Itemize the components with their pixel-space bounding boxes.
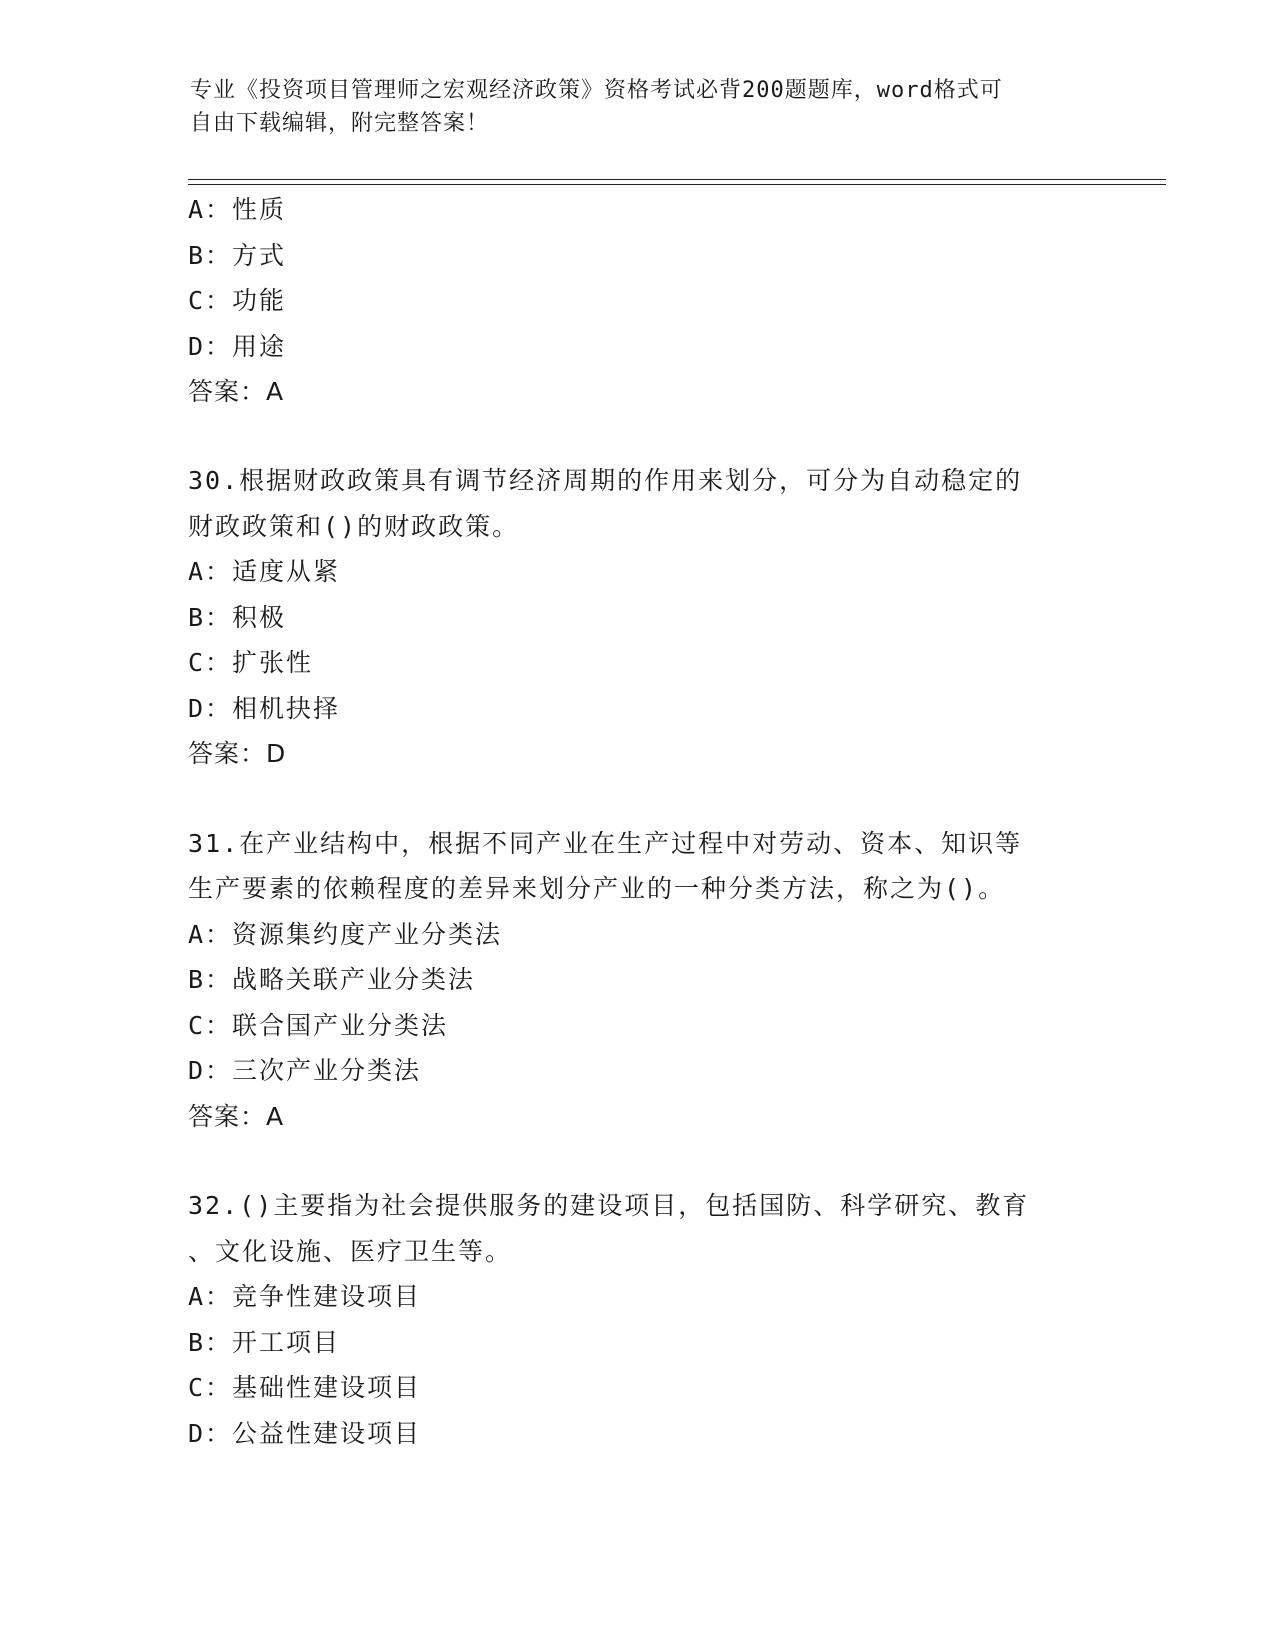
option-b: B：方式 <box>188 241 287 270</box>
question-32-line-1: 32.()主要指为社会提供服务的建设项目，包括国防、科学研究、教育 <box>188 1191 1030 1220</box>
question-31-line-1: 31.在产业结构中，根据不同产业在生产过程中对劳动、资本、知识等 <box>188 829 1023 858</box>
question-30-line-2: 财政政策和()的财政政策。 <box>188 512 520 541</box>
header-line-1: 专业《投资项目管理师之宏观经济政策》资格考试必背200题题库，word格式可 <box>190 78 1003 103</box>
q31-answer: 答案：A <box>188 1102 285 1131</box>
q30-option-d: D：相机抉择 <box>188 694 341 723</box>
question-31-line-2: 生产要素的依赖程度的差异来划分产业的一种分类方法，称之为()。 <box>188 874 1006 903</box>
question-32-line-2: 、文化设施、医疗卫生等。 <box>188 1237 513 1266</box>
option-a: A：性质 <box>188 195 287 224</box>
q32-option-a: A：竞争性建设项目 <box>188 1282 422 1311</box>
q32-option-c: C：基础性建设项目 <box>188 1373 422 1402</box>
question-30-line-1: 30.根据财政政策具有调节经济周期的作用来划分，可分为自动稳定的 <box>188 466 1023 495</box>
q31-option-c: C：联合国产业分类法 <box>188 1011 449 1040</box>
q31-option-b: B：战略关联产业分类法 <box>188 965 476 994</box>
header-divider-bottom <box>188 184 1166 185</box>
option-d: D：用途 <box>188 332 287 361</box>
page-header <box>190 74 1090 140</box>
q31-option-d: D：三次产业分类法 <box>188 1056 422 1085</box>
answer: 答案：A <box>188 377 285 406</box>
q31-option-a: A：资源集约度产业分类法 <box>188 920 503 949</box>
q30-answer: 答案：D <box>188 739 287 768</box>
q32-option-b: B：开工项目 <box>188 1328 341 1357</box>
header-line-2: 自由下载编辑，附完整答案！ <box>190 111 490 136</box>
q30-option-a: A：适度从紧 <box>188 557 341 586</box>
q30-option-c: C：扩张性 <box>188 648 314 677</box>
option-c: C：功能 <box>188 286 287 315</box>
header-divider-top <box>188 179 1166 180</box>
q30-option-b: B：积极 <box>188 603 287 632</box>
q32-option-d: D：公益性建设项目 <box>188 1419 422 1448</box>
